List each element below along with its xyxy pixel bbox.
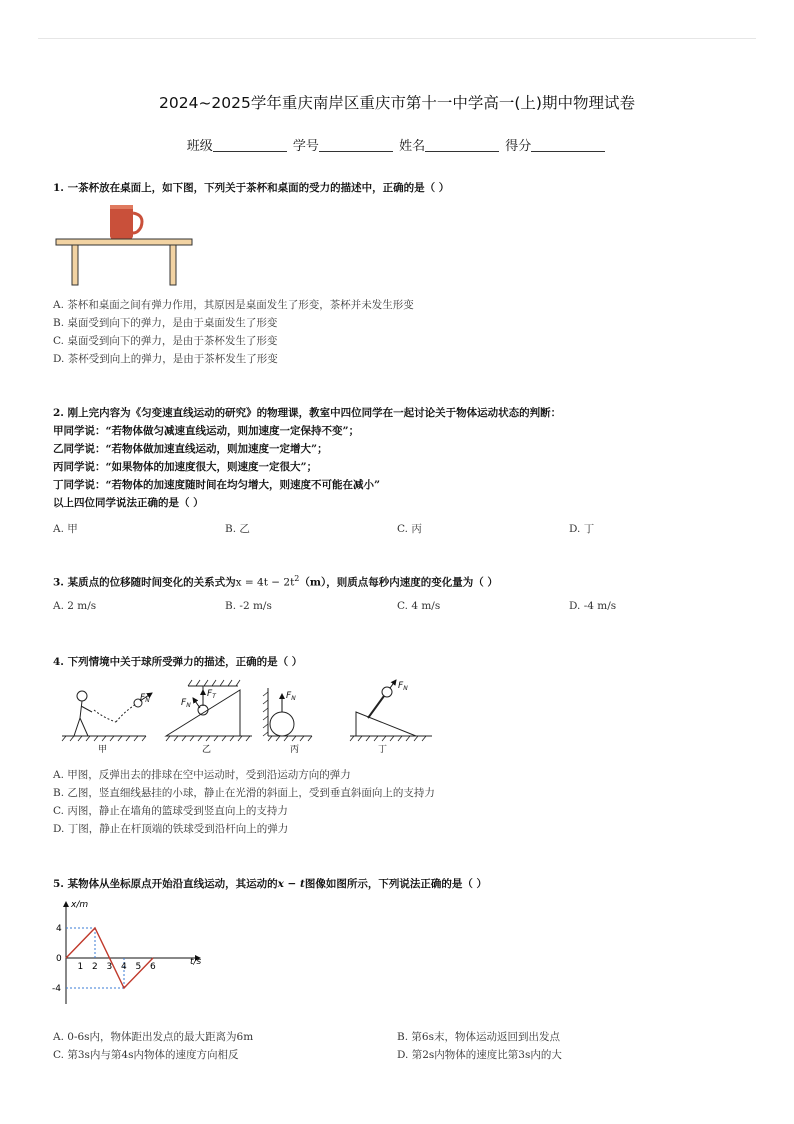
chart-ticks (52, 924, 156, 994)
q2-option-c[interactable]: C. 丙 (397, 523, 422, 535)
mug-body (110, 205, 133, 239)
q5-option-b[interactable]: B. 第6s末，物体运动返回到出发点 (397, 1031, 560, 1043)
y-axis-label: x/m (71, 900, 89, 910)
q2-line-2: 乙同学说：“若物体做加速直线运动，则加速度一定增大”； (53, 443, 328, 455)
q5-option-c[interactable]: C. 第3s内与第4s内物体的速度方向相反 (53, 1049, 239, 1061)
x-tick-label: 3 (106, 962, 113, 972)
field-class-blank[interactable] (213, 139, 287, 152)
q1-option-c[interactable]: C. 桌面受到向下的弹力，是由于茶杯发生了形变 (53, 335, 278, 347)
figure-yi (166, 680, 240, 736)
table-top (56, 239, 192, 245)
field-name-blank[interactable] (425, 139, 499, 152)
q2-line-4: 丁同学说：“若物体的加速度随时间在均匀增大，则速度不可能在减小” (53, 479, 381, 491)
student-info-row (0, 135, 794, 154)
question-5-stem (53, 876, 487, 891)
q4-option-c[interactable]: C. 丙图，静止在墙角的篮球受到竖直向上的支持力 (53, 805, 288, 817)
label-bing-normal: $F_N$ (286, 691, 296, 702)
x-tick-label: 4 (121, 962, 127, 972)
table-cup-figure (54, 203, 194, 287)
field-class-label: 班级 (186, 139, 213, 154)
q5-stem-part-b: 图像如图所示，下列说法正确的是（ ） (304, 878, 488, 890)
q3-option-d[interactable]: D. -4 m/s (569, 600, 617, 612)
caption-bing: 丙 (290, 745, 300, 755)
x-tick-label: 2 (92, 962, 98, 972)
field-name-label: 姓名 (399, 139, 426, 154)
q3-formula: x = 4t − 2t (235, 576, 295, 589)
question-1-stem: 1. 一茶杯放在桌面上，如下图，下列关于茶杯和桌面的受力的描述中，正确的是（ ） (53, 182, 450, 194)
question-2-stem: 2. 刚上完内容为《匀变速直线运动的研究》的物理课，教室中四位同学在一起讨论关于物体运动状态的判断： (53, 407, 562, 419)
q5-option-a[interactable]: A. 0-6s内，物体距出发点的最大距离为6m (53, 1031, 254, 1043)
q1-option-a[interactable]: A. 茶杯和桌面之间有弹力作用，其原因是桌面发生了形变，茶杯并未发生形变 (53, 299, 414, 311)
mug-handle (133, 213, 142, 233)
caption-ding: 丁 (378, 745, 388, 755)
field-score-label: 得分 (505, 139, 532, 154)
q2-line-5: 以上四位同学说法正确的是（ ） (53, 497, 204, 509)
y-tick-label: 0 (56, 954, 62, 964)
q3-stem-part-a: 3. 某质点的位移随时间变化的关系式为 (53, 576, 236, 589)
label-jia-force: $F_N$ (140, 693, 150, 704)
q1-option-b[interactable]: B. 桌面受到向下的弹力，是由于桌面发生了形变 (53, 317, 278, 329)
q3-formula-sup: 2 (294, 574, 300, 583)
mug-rim (110, 205, 133, 209)
field-id-label: 学号 (292, 139, 319, 154)
question-3-stem (53, 574, 498, 590)
field-id-blank[interactable] (319, 139, 393, 152)
x-tick-label: 1 (77, 962, 84, 972)
question-4-stem: 4. 下列情境中关于球所受弹力的描述，正确的是（ ） (53, 656, 303, 668)
x-t-chart (50, 896, 210, 1010)
q3-option-c[interactable]: C. 4 m/s (397, 600, 441, 612)
q2-option-a[interactable]: A. 甲 (53, 523, 78, 535)
x-tick-label: 5 (135, 962, 142, 972)
q5-stem-part-a: 5. 某物体从坐标原点开始沿直线运动，其运动的 (53, 878, 278, 890)
q2-option-b[interactable]: B. 乙 (225, 523, 250, 535)
page-title: 2024~2025学年重庆南岸区重庆市第十一中学高一(上)期中物理试卷 (159, 94, 635, 112)
ground-hatch (62, 736, 426, 741)
field-score-blank[interactable] (531, 139, 605, 152)
q3-stem-part-b: （m），则质点每秒内速度的变化量为（ ） (299, 576, 498, 589)
q5-formula: x − t (277, 878, 305, 890)
q2-option-d[interactable]: D. 丁 (569, 523, 595, 535)
q2-line-1: 甲同学说：“若物体做匀减速直线运动，则加速度一定保持不变”； (53, 425, 360, 437)
label-yi-normal: $F_N$ (181, 698, 191, 709)
y-tick-label: 4 (56, 924, 62, 934)
q1-option-d[interactable]: D. 茶杯受到向上的弹力，是由于茶杯发生了形变 (53, 353, 278, 365)
table-leg-right (170, 245, 176, 285)
q4-option-a[interactable]: A. 甲图，反弹出去的排球在空中运动时，受到沿运动方向的弹力 (53, 769, 351, 781)
caption-yi: 乙 (202, 745, 212, 755)
q5-option-d[interactable]: D. 第2s内物体的速度比第3s内的大 (397, 1049, 562, 1061)
q3-option-a[interactable]: A. 2 m/s (53, 600, 97, 612)
q4-option-b[interactable]: B. 乙图，竖直细线悬挂的小球，静止在光滑的斜面上，受到垂直斜面向上的支持力 (53, 787, 435, 799)
q2-line-3: 丙同学说：“如果物体的加速度很大，则速度一定很大”； (53, 461, 318, 473)
q4-figures (60, 676, 440, 756)
table-leg-left (72, 245, 78, 285)
label-ding-force: $F_N$ (398, 681, 408, 692)
x-tick-label: 6 (150, 962, 156, 972)
x-axis-label: t/s (190, 957, 202, 967)
q4-option-d[interactable]: D. 丁图，静止在杆顶端的铁球受到沿杆向上的弹力 (53, 823, 289, 835)
y-tick-label: -4 (52, 984, 61, 994)
q3-option-b[interactable]: B. -2 m/s (225, 600, 272, 612)
caption-jia: 甲 (98, 745, 108, 755)
page-top-rule (38, 38, 756, 39)
label-yi-tension: $F_T$ (207, 689, 216, 700)
